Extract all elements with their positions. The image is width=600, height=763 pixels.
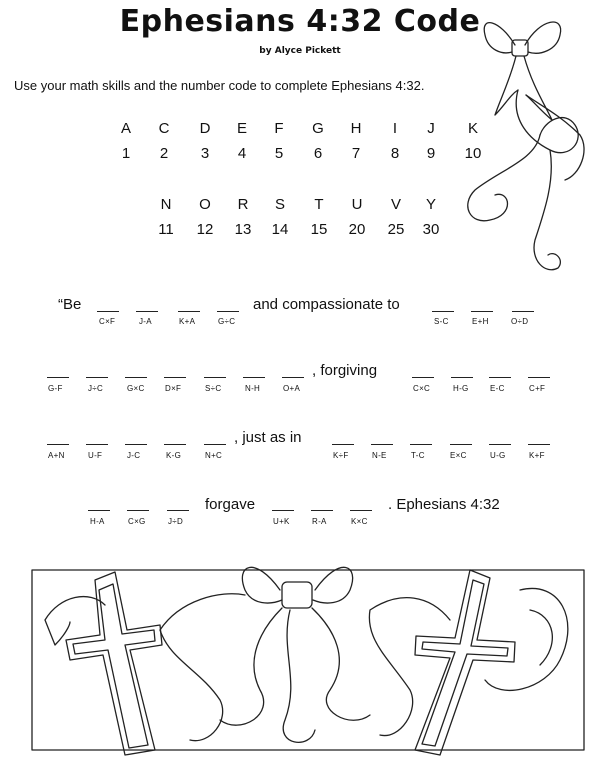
answer-blank[interactable] [47, 377, 69, 378]
answer-blank[interactable] [410, 444, 432, 445]
math-clue: D×F [165, 384, 182, 393]
answer-blank[interactable] [125, 377, 147, 378]
code-number: 7 [351, 145, 361, 162]
answer-blank[interactable] [164, 444, 186, 445]
code-letter: V [390, 196, 401, 213]
code-number: 1 [121, 145, 131, 162]
answer-blank[interactable] [178, 311, 200, 312]
answer-blank[interactable] [412, 377, 434, 378]
math-clue: S-C [434, 317, 449, 326]
code-letter: D [199, 120, 211, 137]
answer-blank[interactable] [512, 311, 534, 312]
code-key-cell [190, 197, 220, 237]
math-clue: K×C [351, 517, 368, 526]
code-key-cell [190, 121, 220, 161]
math-clue: E+H [472, 317, 489, 326]
code-number: 14 [271, 221, 289, 238]
puzzle-text: . Ephesians 4:32 [388, 496, 500, 513]
code-number: 3 [200, 145, 210, 162]
code-letter: G [312, 120, 324, 137]
code-letter: Y [425, 196, 436, 213]
answer-blank[interactable] [204, 377, 226, 378]
crosses-banner-illustration [30, 550, 590, 760]
answer-blank[interactable] [451, 377, 473, 378]
math-clue: K-G [166, 451, 182, 460]
code-letter: S [274, 196, 285, 213]
puzzle-text: forgave [205, 496, 256, 513]
code-letter: U [351, 196, 363, 213]
answer-blank[interactable] [164, 377, 186, 378]
math-clue: T-C [411, 451, 425, 460]
math-clue: J-A [139, 317, 152, 326]
cross-right [415, 570, 515, 755]
math-clue: U-G [490, 451, 506, 460]
answer-blank[interactable] [282, 377, 304, 378]
code-number: 12 [196, 221, 214, 238]
code-number: 4 [237, 145, 247, 162]
math-clue: J÷C [88, 384, 104, 393]
code-key-cell [265, 197, 295, 237]
answer-blank[interactable] [86, 444, 108, 445]
math-clue: C×C [413, 384, 431, 393]
math-clue: U-F [88, 451, 103, 460]
page-title: Ephesians 4:32 Code [119, 4, 481, 39]
math-clue: A+N [48, 451, 65, 460]
math-clue: N-H [245, 384, 261, 393]
cross-left [66, 572, 162, 755]
math-clue: E×C [450, 451, 467, 460]
math-clue: J÷D [168, 517, 184, 526]
code-letter: K [467, 120, 478, 137]
code-number: 20 [348, 221, 366, 238]
code-letter: J [427, 120, 435, 137]
math-clue: U+K [273, 517, 290, 526]
code-key-cell [303, 121, 333, 161]
code-number: 2 [159, 145, 169, 162]
code-number: 10 [464, 145, 482, 162]
instructions-text: Use your math skills and the number code to complete Ephesians 4:32. [14, 78, 425, 93]
math-clue: R-A [312, 517, 327, 526]
answer-blank[interactable] [489, 377, 511, 378]
answer-blank[interactable] [332, 444, 354, 445]
math-clue: N-E [372, 451, 387, 460]
answer-blank[interactable] [311, 510, 333, 511]
answer-blank[interactable] [243, 377, 265, 378]
answer-blank[interactable] [489, 444, 511, 445]
math-clue: J-C [127, 451, 141, 460]
answer-blank[interactable] [528, 377, 550, 378]
puzzle-text: , just as in [234, 429, 302, 446]
math-clue: H-A [90, 517, 105, 526]
code-letter: R [237, 196, 249, 213]
answer-blank[interactable] [371, 444, 393, 445]
math-clue: C×F [99, 317, 116, 326]
code-letter: F [274, 120, 284, 137]
code-number: 25 [387, 221, 405, 238]
code-key-cell [380, 121, 410, 161]
answer-blank[interactable] [272, 510, 294, 511]
code-key-cell [227, 121, 257, 161]
math-clue: S÷C [205, 384, 222, 393]
math-clue: G×C [127, 384, 145, 393]
code-letter: I [392, 120, 398, 137]
code-key-cell [111, 121, 141, 161]
code-number: 8 [390, 145, 400, 162]
puzzle-text: “Be [58, 296, 82, 313]
answer-blank[interactable] [136, 311, 158, 312]
code-number: 30 [422, 221, 440, 238]
code-key-cell [381, 197, 411, 237]
answer-blank[interactable] [204, 444, 226, 445]
math-clue: K+A [179, 317, 196, 326]
math-clue: O+A [283, 384, 301, 393]
code-letter: T [314, 196, 324, 213]
code-number: 6 [313, 145, 323, 162]
code-number: 13 [234, 221, 252, 238]
code-number: 15 [310, 221, 328, 238]
math-clue: H-G [453, 384, 469, 393]
math-clue: G÷C [218, 317, 236, 326]
math-clue: C+F [529, 384, 546, 393]
math-clue: N+C [205, 451, 223, 460]
code-letter: A [120, 120, 131, 137]
puzzle-text: , forgiving [312, 362, 378, 379]
code-key-cell [264, 121, 294, 161]
puzzle-text: and compassionate to [253, 296, 400, 313]
code-key-cell [341, 121, 371, 161]
author-byline: by Alyce Pickett [259, 46, 341, 56]
answer-blank[interactable] [127, 510, 149, 511]
code-key-cell [228, 197, 258, 237]
code-letter: E [236, 120, 247, 137]
code-letter: N [160, 196, 172, 213]
answer-blank[interactable] [97, 311, 119, 312]
answer-blank[interactable] [350, 510, 372, 511]
math-clue: O÷D [511, 317, 529, 326]
answer-blank[interactable] [86, 377, 108, 378]
answer-blank[interactable] [125, 444, 147, 445]
code-letter: H [350, 120, 362, 137]
answer-blank[interactable] [167, 510, 189, 511]
answer-blank[interactable] [432, 311, 454, 312]
answer-blank[interactable] [471, 311, 493, 312]
center-bow [242, 567, 282, 603]
code-key-cell [342, 197, 372, 237]
code-key-cell [304, 197, 334, 237]
answer-blank[interactable] [47, 444, 69, 445]
answer-blank[interactable] [528, 444, 550, 445]
code-key-cell [149, 121, 179, 161]
math-clue: G-F [48, 384, 63, 393]
math-clue: K÷F [333, 451, 349, 460]
code-letter: O [199, 196, 211, 213]
answer-blank[interactable] [217, 311, 239, 312]
answer-blank[interactable] [88, 510, 110, 511]
bow-ribbon-illustration [440, 10, 600, 285]
code-number: 9 [426, 145, 436, 162]
math-clue: K+F [529, 451, 545, 460]
math-clue: C×G [128, 517, 146, 526]
answer-blank[interactable] [450, 444, 472, 445]
code-number: 11 [158, 221, 174, 238]
code-letter: C [158, 120, 170, 137]
code-number: 5 [274, 145, 284, 162]
math-clue: E-C [490, 384, 505, 393]
code-key-cell [151, 197, 181, 237]
